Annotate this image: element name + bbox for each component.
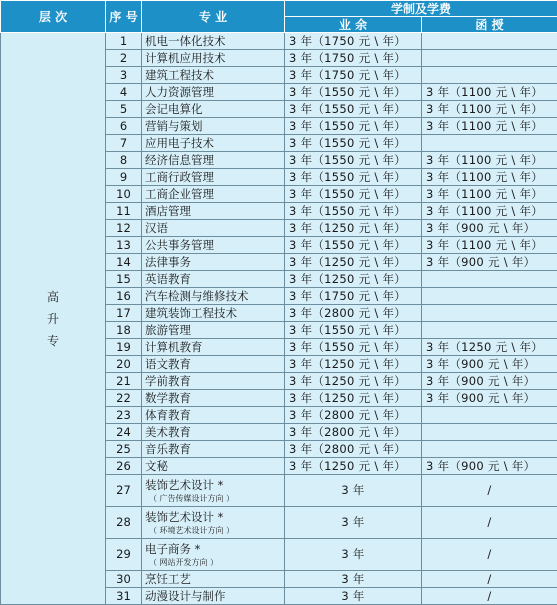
correspondence-fee: / <box>422 571 557 588</box>
part-time-fee: 3 年（1550 元 \ 年） <box>285 237 422 254</box>
correspondence-fee: 3 年（1100 元 \ 年） <box>422 118 557 135</box>
row-number: 4 <box>106 84 142 101</box>
header-row-1 <box>1 1 557 17</box>
part-time-fee: 3 年（1250 元 \ 年） <box>285 271 422 288</box>
row-number: 19 <box>106 339 142 356</box>
correspondence-fee: / <box>422 539 557 571</box>
row-number: 26 <box>106 458 142 475</box>
row-number: 11 <box>106 203 142 220</box>
row-number: 21 <box>106 373 142 390</box>
correspondence-fee: 3 年（1100 元 \ 年） <box>422 186 557 203</box>
correspondence-fee: 3 年（1250 元 \ 年） <box>422 339 557 356</box>
header-major: 专 业 <box>142 1 285 33</box>
row-number: 27 <box>106 475 142 507</box>
major-name: 机电一体化技术 <box>142 33 285 50</box>
part-time-fee: 3 年（1250 元 \ 年） <box>285 220 422 237</box>
correspondence-fee: 3 年（900 元 \ 年） <box>422 458 557 475</box>
row-number: 25 <box>106 441 142 458</box>
major-name: 工商企业管理 <box>142 186 285 203</box>
part-time-fee: 3 年（1550 元 \ 年） <box>285 84 422 101</box>
correspondence-fee: 3 年（900 元 \ 年） <box>422 254 557 271</box>
part-time-fee: 3 年（1250 元 \ 年） <box>285 356 422 373</box>
correspondence-fee: 3 年（1100 元 \ 年） <box>422 84 557 101</box>
correspondence-fee <box>422 322 557 339</box>
correspondence-fee <box>422 135 557 152</box>
part-time-fee: 3 年（1550 元 \ 年） <box>285 203 422 220</box>
correspondence-fee <box>422 288 557 305</box>
major-name: 装饰艺术设计 * <box>145 509 284 525</box>
row-number: 12 <box>106 220 142 237</box>
row-number: 1 <box>106 33 142 50</box>
row-number: 20 <box>106 356 142 373</box>
part-time-fee: 3 年（1550 元 \ 年） <box>285 101 422 118</box>
row-number: 23 <box>106 407 142 424</box>
row-number: 6 <box>106 118 142 135</box>
major-name-cell <box>142 475 285 507</box>
major-name: 汽车检测与维修技术 <box>142 288 285 305</box>
correspondence-fee <box>422 441 557 458</box>
part-time-fee: 3 年（1550 元 \ 年） <box>285 339 422 356</box>
row-number: 30 <box>106 571 142 588</box>
major-name: 建筑工程技术 <box>142 67 285 84</box>
part-time-fee: 3 年（1550 元 \ 年） <box>285 152 422 169</box>
major-name: 计算机教育 <box>142 339 285 356</box>
major-name: 数学教育 <box>142 390 285 407</box>
part-time-fee: 3 年（2800 元 \ 年） <box>285 305 422 322</box>
major-direction: （ 广告传媒设计方向 ） <box>145 493 284 504</box>
row-number: 16 <box>106 288 142 305</box>
correspondence-fee <box>422 271 557 288</box>
row-number: 7 <box>106 135 142 152</box>
correspondence-fee: 3 年（1100 元 \ 年） <box>422 101 557 118</box>
correspondence-fee <box>422 50 557 67</box>
part-time-fee: 3 年 <box>285 588 422 605</box>
row-number: 18 <box>106 322 142 339</box>
major-name-cell <box>142 539 285 571</box>
part-time-fee: 3 年（1550 元 \ 年） <box>285 118 422 135</box>
row-number: 28 <box>106 507 142 539</box>
part-time-fee: 3 年（1550 元 \ 年） <box>285 322 422 339</box>
row-number: 5 <box>106 101 142 118</box>
header-level: 层 次 <box>1 1 106 33</box>
part-time-fee: 3 年（1550 元 \ 年） <box>285 169 422 186</box>
row-number: 9 <box>106 169 142 186</box>
major-name: 学前教育 <box>142 373 285 390</box>
correspondence-fee: 3 年（900 元 \ 年） <box>422 356 557 373</box>
part-time-fee: 3 年（1550 元 \ 年） <box>285 186 422 203</box>
major-name: 美术教育 <box>142 424 285 441</box>
row-number: 14 <box>106 254 142 271</box>
correspondence-fee: / <box>422 507 557 539</box>
part-time-fee: 3 年（1750 元 \ 年） <box>285 33 422 50</box>
part-time-fee: 3 年（1250 元 \ 年） <box>285 373 422 390</box>
major-name: 建筑装饰工程技术 <box>142 305 285 322</box>
correspondence-fee <box>422 424 557 441</box>
major-name: 酒店管理 <box>142 203 285 220</box>
correspondence-fee: 3 年（900 元 \ 年） <box>422 373 557 390</box>
major-name: 会记电算化 <box>142 101 285 118</box>
row-number: 29 <box>106 539 142 571</box>
major-name: 经济信息管理 <box>142 152 285 169</box>
correspondence-fee <box>422 67 557 84</box>
part-time-fee: 3 年 <box>285 507 422 539</box>
major-name: 电子商务 * <box>145 541 284 557</box>
row-number: 17 <box>106 305 142 322</box>
part-time-fee: 3 年（1750 元 \ 年） <box>285 288 422 305</box>
part-time-fee: 3 年（1750 元 \ 年） <box>285 67 422 84</box>
major-name: 计算机应用技术 <box>142 50 285 67</box>
major-direction: （ 网站开发方向 ） <box>145 557 284 568</box>
part-time-fee: 3 年（1250 元 \ 年） <box>285 390 422 407</box>
major-name: 文秘 <box>142 458 285 475</box>
header-no: 序 号 <box>106 1 142 33</box>
table-body <box>1 33 557 605</box>
major-name: 音乐教育 <box>142 441 285 458</box>
major-name: 英语教育 <box>142 271 285 288</box>
correspondence-fee: 3 年（900 元 \ 年） <box>422 220 557 237</box>
header-part-time: 业 余 <box>285 17 422 33</box>
part-time-fee: 3 年（1250 元 \ 年） <box>285 458 422 475</box>
level-label: 高 升 专 <box>47 286 59 352</box>
major-name: 汉语 <box>142 220 285 237</box>
major-name: 装饰艺术设计 * <box>145 477 284 493</box>
major-name: 体育教育 <box>142 407 285 424</box>
part-time-fee: 3 年（1750 元 \ 年） <box>285 50 422 67</box>
row-number: 13 <box>106 237 142 254</box>
major-name: 烹饪工艺 <box>142 571 285 588</box>
correspondence-fee: / <box>422 475 557 507</box>
major-name: 工商行政管理 <box>142 169 285 186</box>
part-time-fee: 3 年（1550 元 \ 年） <box>285 135 422 152</box>
correspondence-fee: / <box>422 588 557 605</box>
level-cell <box>1 33 106 605</box>
major-name: 动漫设计与制作 <box>142 588 285 605</box>
major-name: 语文教育 <box>142 356 285 373</box>
correspondence-fee <box>422 33 557 50</box>
part-time-fee: 3 年（1250 元 \ 年） <box>285 254 422 271</box>
major-name: 应用电子技术 <box>142 135 285 152</box>
correspondence-fee <box>422 305 557 322</box>
row-number: 10 <box>106 186 142 203</box>
part-time-fee: 3 年 <box>285 539 422 571</box>
correspondence-fee: 3 年（1100 元 \ 年） <box>422 169 557 186</box>
header-system: 学制及学费 <box>285 1 557 17</box>
header-correspondence: 函 授 <box>422 17 557 33</box>
table-row <box>1 33 557 50</box>
row-number: 3 <box>106 67 142 84</box>
major-name: 旅游管理 <box>142 322 285 339</box>
correspondence-fee <box>422 407 557 424</box>
row-number: 31 <box>106 588 142 605</box>
part-time-fee: 3 年（2800 元 \ 年） <box>285 407 422 424</box>
part-time-fee: 3 年 <box>285 571 422 588</box>
row-number: 8 <box>106 152 142 169</box>
correspondence-fee: 3 年（1100 元 \ 年） <box>422 203 557 220</box>
row-number: 15 <box>106 271 142 288</box>
row-number: 22 <box>106 390 142 407</box>
major-name: 公共事务管理 <box>142 237 285 254</box>
correspondence-fee: 3 年（1100 元 \ 年） <box>422 237 557 254</box>
part-time-fee: 3 年（2800 元 \ 年） <box>285 441 422 458</box>
row-number: 2 <box>106 50 142 67</box>
major-name-cell <box>142 507 285 539</box>
correspondence-fee: 3 年（1100 元 \ 年） <box>422 152 557 169</box>
major-direction: （ 环境艺术设计方向 ） <box>145 525 284 536</box>
part-time-fee: 3 年（2800 元 \ 年） <box>285 424 422 441</box>
major-name: 法律事务 <box>142 254 285 271</box>
part-time-fee: 3 年 <box>285 475 422 507</box>
row-number: 24 <box>106 424 142 441</box>
major-name: 人力资源管理 <box>142 84 285 101</box>
major-name: 营销与策划 <box>142 118 285 135</box>
correspondence-fee: 3 年（900 元 \ 年） <box>422 390 557 407</box>
